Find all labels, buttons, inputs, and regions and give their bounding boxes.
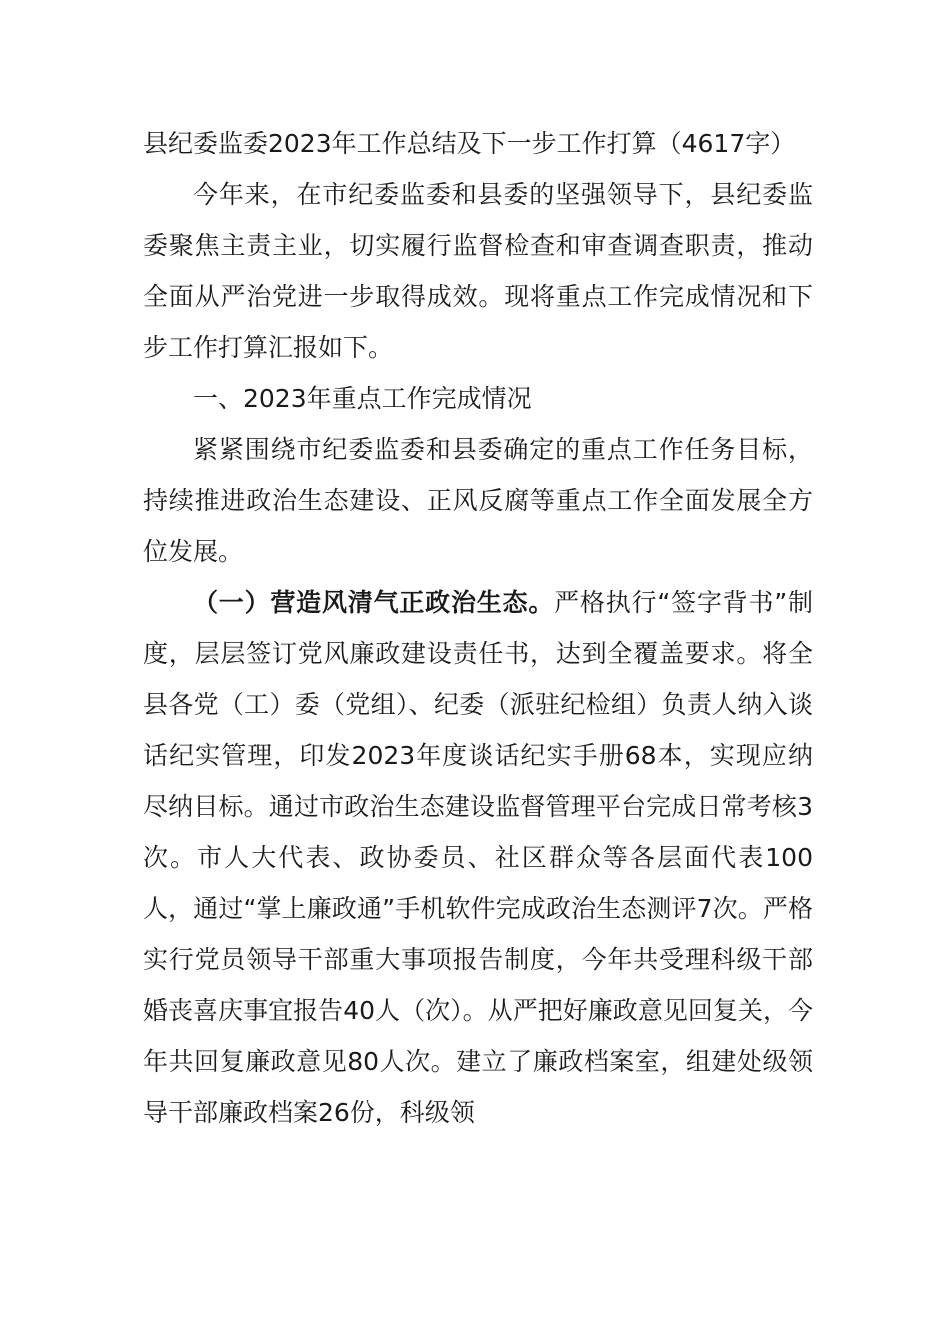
subsection-body: 严格执行“签字背书”制度，层层签订党风廉政建设责任书，达到全覆盖要求。将全县各党（工）委（党组）、纪委（派驻纪检组）负责人纳入谈话纪实管理，印发2023年度谈话纪实手册68本，实现应纳尽纳目标。通过市政治生态建设监督管理平台完成日常考核3次。市人大代表、政协委员、社区群众等各层面代表100人，通过“掌上廉政通”手机软件完成政治生态测评7次。严格实行党员领导干部重大事项报告制度，今年共受理科级干部婚丧喜庆事宜报告40人（次）。从严把好廉政意见回复关，今年共回复廉政意见80人次。建立了廉政档案室，组建处级领导干部廉政档案26份，科级领 <box>143 588 813 1127</box>
section-intro-paragraph: 紧紧围绕市纪委监委和县委确定的重点工作任务目标，持续推进政治生态建设、正风反腐等重点工作全面发展全方位发展。 <box>143 435 813 566</box>
document-title: 县纪委监委2023年工作总结及下一步工作打算（4617字） <box>143 129 796 158</box>
intro-paragraph: 今年来，在市纪委监委和县委的坚强领导下，县纪委监委聚焦主责主业，切实履行监督检查和审查调查职责，推动全面从严治党进一步取得成效。现将重点工作完成情况和下步工作打算汇报如下。 <box>143 180 813 362</box>
document-body <box>143 118 813 1138</box>
section-heading: 一、2023年重点工作完成情况 <box>193 384 532 413</box>
subsection-heading: （一）营造风清气正政治生态。 <box>193 588 555 617</box>
subsection-paragraph <box>143 577 813 1138</box>
